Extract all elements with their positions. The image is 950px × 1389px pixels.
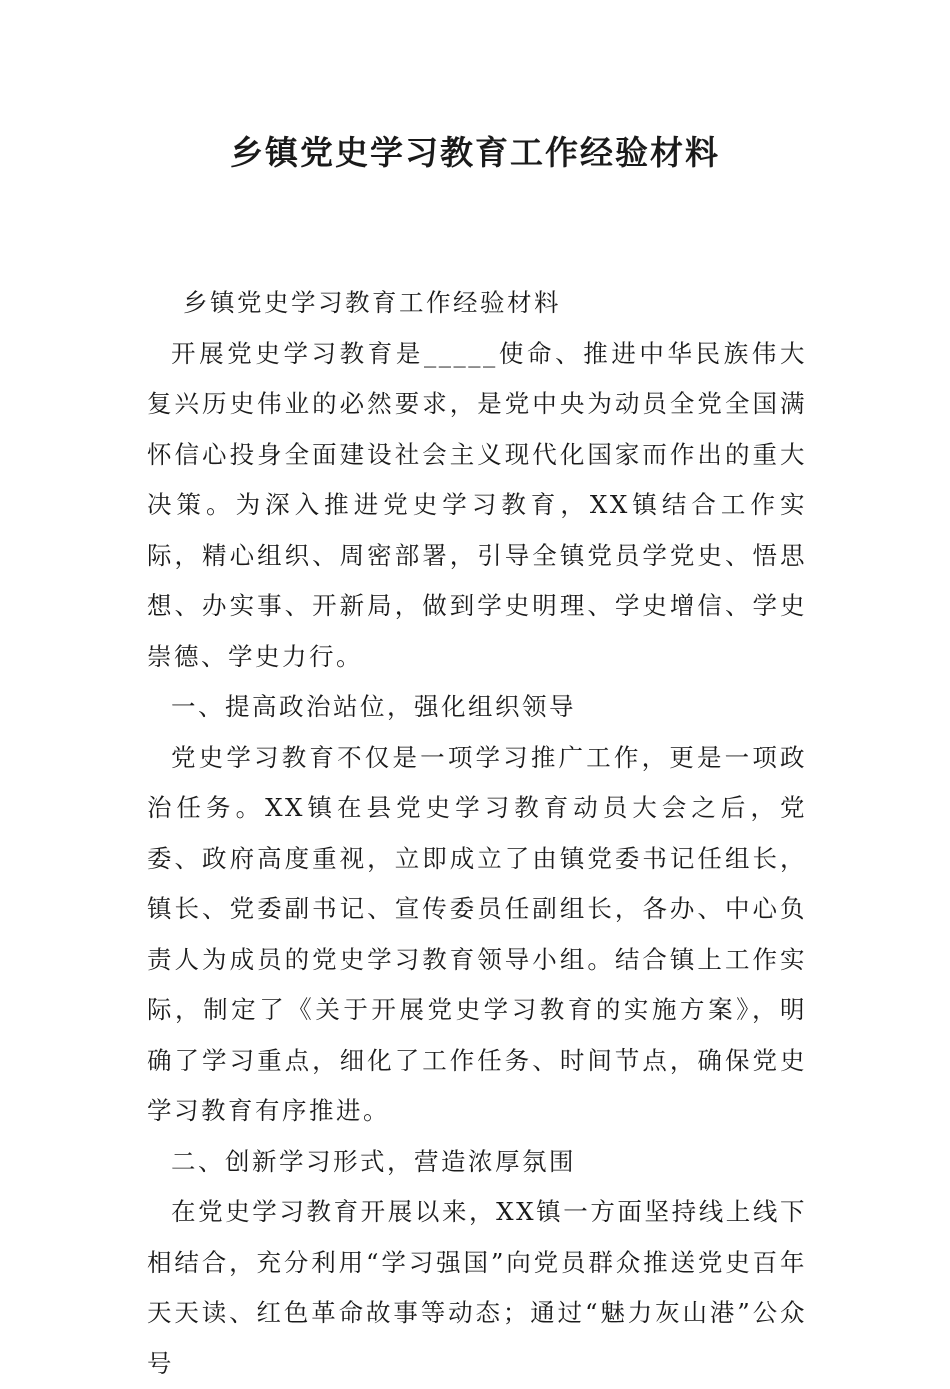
section-2-paragraph: 在党史学习教育开展以来，XX镇一方面坚持线上线下相结合，充分利用“学习强国”向党员群众推送党史百年天天读、红色革命故事等动态；通过“魅力灰山港”公众号 bbox=[147, 1197, 807, 1378]
section-heading-1: 一、提高政治站位，强化组织领导 bbox=[171, 692, 576, 721]
section-heading-2: 二、创新学习形式，营造浓厚氛围 bbox=[171, 1146, 576, 1176]
intro-paragraph: 开展党史学习教育是_____使命、推进中华民族伟大复兴历史伟业的必然要求，是党中央为动员全党全国满怀信心投身全面建设社会主义现代化国家而作出的重大决策。为深入推进党史学习教育，XX镇结合工作实际，精心组织、周密部署，引导全镇党员学党史、悟思想、办实事、开新局，做到学史明理、学史增信、学史崇德、学史力行。 bbox=[147, 338, 807, 671]
document-title: 乡镇党史学习教育工作经验材料 bbox=[230, 133, 720, 172]
section-1-paragraph: 党史学习教育不仅是一项学习推广工作，更是一项政治任务。XX镇在县党史学习教育动员大会之后，党委、政府高度重视，立即成立了由镇党委书记任组长，镇长、党委副书记、宣传委员任副组长，各办、中心负责人为成员的党史学习教育领导小组。结合镇上工作实际，制定了《关于开展党史学习教育的实施方案》，明确了学习重点，细化了工作任务、时间节点，确保党史学习教育有序推进。 bbox=[147, 742, 807, 1125]
document-subtitle: 乡镇党史学习教育工作经验材料 bbox=[183, 288, 561, 317]
document-body bbox=[147, 278, 807, 1389]
